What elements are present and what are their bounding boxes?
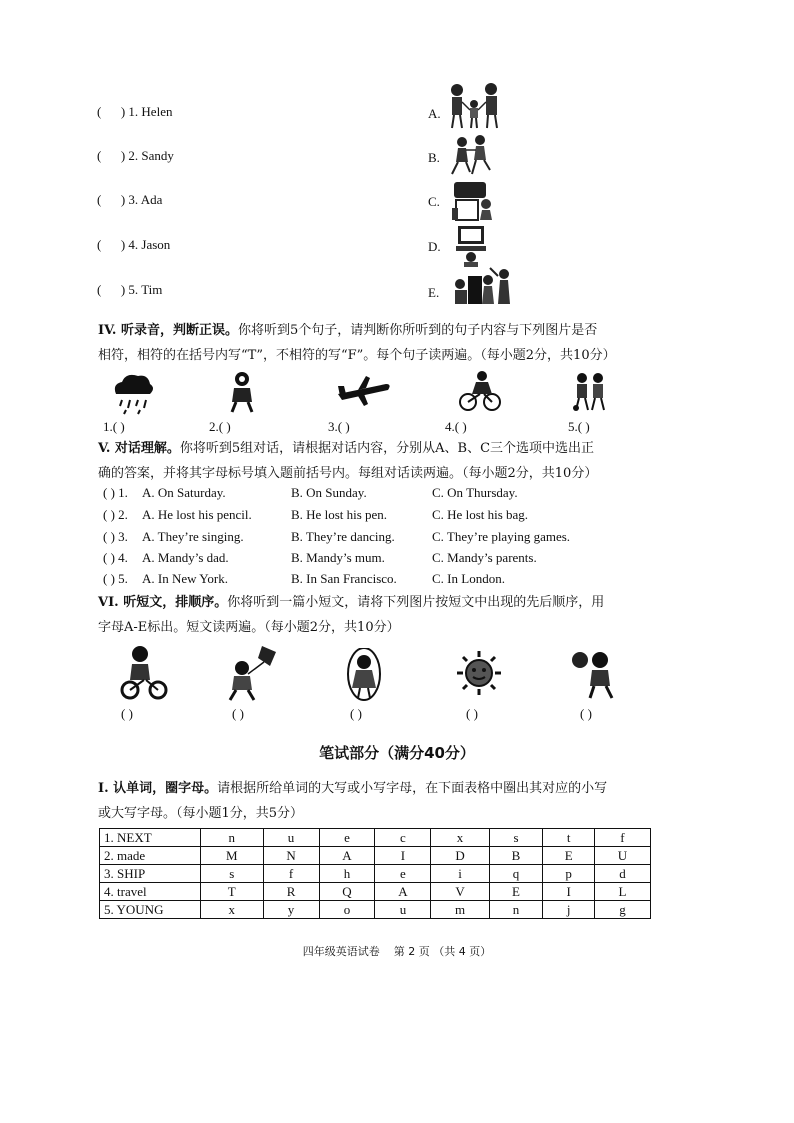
- letter-cell[interactable]: B: [489, 847, 543, 865]
- table-row: [100, 829, 651, 847]
- match-number: 4.: [128, 237, 139, 252]
- letter-cell[interactable]: f: [594, 829, 650, 847]
- match-name: Sandy: [141, 148, 174, 163]
- option-b: B. They’re dancing.: [291, 529, 395, 544]
- letter-cell[interactable]: E: [489, 883, 543, 901]
- option-b: B. He lost his pen.: [291, 507, 388, 522]
- option-c: C. He lost his bag.: [432, 507, 529, 522]
- word-cell: 5. YOUNG: [100, 901, 201, 919]
- letter-cell[interactable]: V: [431, 883, 489, 901]
- match-item-2: ( ) 2. Sandy: [97, 148, 174, 163]
- table-row: [100, 847, 651, 865]
- section4-answer-4[interactable]: 4.( ): [445, 419, 467, 434]
- answer-blank[interactable]: ( ) 1.: [103, 485, 128, 500]
- section6-line1: 你将听到一篇小短文，请将下列图片按短文中出现的先后顺序，用: [227, 595, 605, 610]
- letter-cell[interactable]: u: [375, 901, 431, 919]
- letter-cell[interactable]: Q: [319, 883, 375, 901]
- football-player-picture: [570, 648, 618, 702]
- option-a: A. Mandy’s dad.: [142, 550, 229, 565]
- sun-picture: [456, 650, 502, 696]
- order-answer-4[interactable]: ( ): [466, 706, 478, 721]
- music-band-picture: [450, 266, 514, 310]
- section4-line1: 你将听到5个句子，请判断你所听到的句子内容与下列图片是否: [237, 323, 598, 338]
- letter-cell[interactable]: N: [263, 847, 319, 865]
- bike-riding-picture: [118, 644, 170, 702]
- letter-cell[interactable]: n: [489, 901, 543, 919]
- section6-title: VI. 听短文，排顺序。: [98, 595, 228, 610]
- option-a: A. They’re singing.: [142, 529, 244, 544]
- letter-cell[interactable]: A: [319, 847, 375, 865]
- order-answer-1[interactable]: ( ): [121, 706, 133, 721]
- letter-cell[interactable]: T: [201, 883, 264, 901]
- match-name: Ada: [140, 192, 163, 207]
- match-item-3: ( ) 3. Ada: [97, 192, 163, 207]
- word-cell: 1. NEXT: [100, 829, 201, 847]
- match-name: Helen: [141, 104, 173, 119]
- section4-answer-3[interactable]: 3.( ): [328, 419, 350, 434]
- option-letter-d: D.: [428, 239, 441, 254]
- letter-cell[interactable]: p: [543, 865, 595, 883]
- match-number: 3.: [128, 192, 139, 207]
- football-kids-picture: [572, 372, 610, 412]
- match-number: 2.: [128, 148, 139, 163]
- cooking-picture: [450, 180, 496, 222]
- letter-table: [99, 828, 651, 919]
- match-name: Tim: [141, 282, 163, 297]
- section5-title: V. 对话理解。: [98, 441, 180, 456]
- written-section-title: 笔试部分（满分40分）: [319, 744, 475, 762]
- letter-cell[interactable]: x: [431, 829, 489, 847]
- word-cell: 3. SHIP: [100, 865, 201, 883]
- letter-cell[interactable]: i: [431, 865, 489, 883]
- word-cell: 4. travel: [100, 883, 201, 901]
- sick-child-picture: [228, 370, 258, 414]
- letter-cell[interactable]: n: [201, 829, 264, 847]
- page-footer: 四年级英语试卷 第 2 页 （共 4 页）: [302, 945, 492, 958]
- airplane-picture: [336, 374, 392, 408]
- section5-line2: 确的答案，并将其字母标号填入题前括号内。每组对话读两遍。（每小题2分，共10分）: [98, 466, 598, 481]
- letter-cell[interactable]: u: [263, 829, 319, 847]
- word-cell: 2. made: [100, 847, 201, 865]
- letter-cell[interactable]: s: [201, 865, 264, 883]
- letter-cell[interactable]: c: [375, 829, 431, 847]
- match-number: 1.: [128, 104, 139, 119]
- girl-picture: [346, 648, 382, 702]
- letter-cell[interactable]: D: [431, 847, 489, 865]
- letter-cell[interactable]: A: [375, 883, 431, 901]
- option-letter-c: C.: [428, 194, 440, 209]
- rain-cloud-picture: [110, 372, 156, 416]
- option-c: C. They’re playing games.: [432, 529, 571, 544]
- section6-line2: 字母A-E标出。短文读两遍。（每小题2分，共10分）: [98, 620, 400, 635]
- match-item-4: ( ) 4. Jason: [97, 237, 171, 252]
- option-b: B. In San Francisco.: [291, 571, 397, 586]
- option-b: B. Mandy’s mum.: [291, 550, 385, 565]
- section4-answer-5[interactable]: 5.( ): [568, 419, 590, 434]
- match-item-1: ( ) 1. Helen: [97, 104, 173, 119]
- letter-cell[interactable]: e: [319, 829, 375, 847]
- order-answer-3[interactable]: ( ): [350, 706, 362, 721]
- section4-line2: 相符，相符的在括号内写“T”，不相符的写“F”。每个句子读两遍。（每小题2分，共10分）: [98, 348, 616, 363]
- option-a: A. On Saturday.: [142, 485, 226, 500]
- order-answer-2[interactable]: ( ): [232, 706, 244, 721]
- section4-answer-1[interactable]: 1.( ): [103, 419, 125, 434]
- letter-cell[interactable]: U: [594, 847, 650, 865]
- letter-cell[interactable]: y: [263, 901, 319, 919]
- dancing-kids-picture: [448, 134, 494, 178]
- section4-title: IV. 听录音，判断正误。: [98, 323, 238, 338]
- answer-blank[interactable]: ( ) 3.: [103, 529, 128, 544]
- letter-cell[interactable]: o: [319, 901, 375, 919]
- letter-cell[interactable]: s: [489, 829, 543, 847]
- section5-instructions: [98, 436, 698, 486]
- letter-cell[interactable]: L: [594, 883, 650, 901]
- option-a: A. In New York.: [142, 571, 228, 586]
- letter-cell[interactable]: E: [543, 847, 595, 865]
- letter-cell[interactable]: e: [375, 865, 431, 883]
- answer-blank[interactable]: ( ) 4.: [103, 550, 128, 565]
- match-name: Jason: [141, 237, 171, 252]
- letter-cell[interactable]: f: [263, 865, 319, 883]
- answer-blank[interactable]: ( ) 5.: [103, 571, 128, 586]
- written1-line2: 或大写字母。（每小题1分，共5分）: [98, 806, 304, 821]
- written1-instructions: [98, 776, 698, 826]
- option-c: C. On Thursday.: [432, 485, 518, 500]
- table-row: [100, 865, 651, 883]
- option-c: C. In London.: [432, 571, 505, 586]
- letter-cell[interactable]: I: [543, 883, 595, 901]
- family-picture: [444, 82, 504, 130]
- match-item-5: ( ) 5. Tim: [97, 282, 163, 297]
- letter-cell[interactable]: d: [594, 865, 650, 883]
- written1-line1: 请根据所给单词的大写或小写字母，在下面表格中圈出其对应的小写: [217, 781, 608, 796]
- written1-title: I. 认单词，圈字母。: [98, 781, 218, 796]
- letter-cell[interactable]: x: [201, 901, 264, 919]
- option-c: C. Mandy’s parents.: [432, 550, 537, 565]
- match-number: 5.: [128, 282, 139, 297]
- section4-instructions: [98, 318, 698, 368]
- section4-answer-2[interactable]: 2.( ): [209, 419, 231, 434]
- section6-instructions: [98, 590, 698, 640]
- letter-cell[interactable]: j: [543, 901, 595, 919]
- letter-cell[interactable]: I: [375, 847, 431, 865]
- kite-flying-picture: [224, 644, 280, 702]
- table-row: [100, 883, 651, 901]
- option-letter-a: A.: [428, 106, 441, 121]
- letter-cell[interactable]: R: [263, 883, 319, 901]
- letter-cell[interactable]: t: [543, 829, 595, 847]
- option-letter-e: E.: [428, 285, 440, 300]
- option-a: A. He lost his pencil.: [142, 507, 252, 522]
- letter-cell[interactable]: g: [594, 901, 650, 919]
- option-b: B. On Sunday.: [291, 485, 367, 500]
- letter-cell[interactable]: h: [319, 865, 375, 883]
- letter-cell[interactable]: M: [201, 847, 264, 865]
- order-answer-5[interactable]: ( ): [580, 706, 592, 721]
- section5-line1: 你将听到5组对话，请根据对话内容，分别从A、B、C三个选项中选出正: [179, 441, 595, 456]
- table-row: [100, 901, 651, 919]
- computer-picture: [452, 224, 490, 268]
- cycling-picture: [458, 370, 502, 412]
- option-letter-b: B.: [428, 150, 440, 165]
- answer-blank[interactable]: ( ) 2.: [103, 507, 128, 522]
- letter-cell[interactable]: q: [489, 865, 543, 883]
- letter-cell[interactable]: m: [431, 901, 489, 919]
